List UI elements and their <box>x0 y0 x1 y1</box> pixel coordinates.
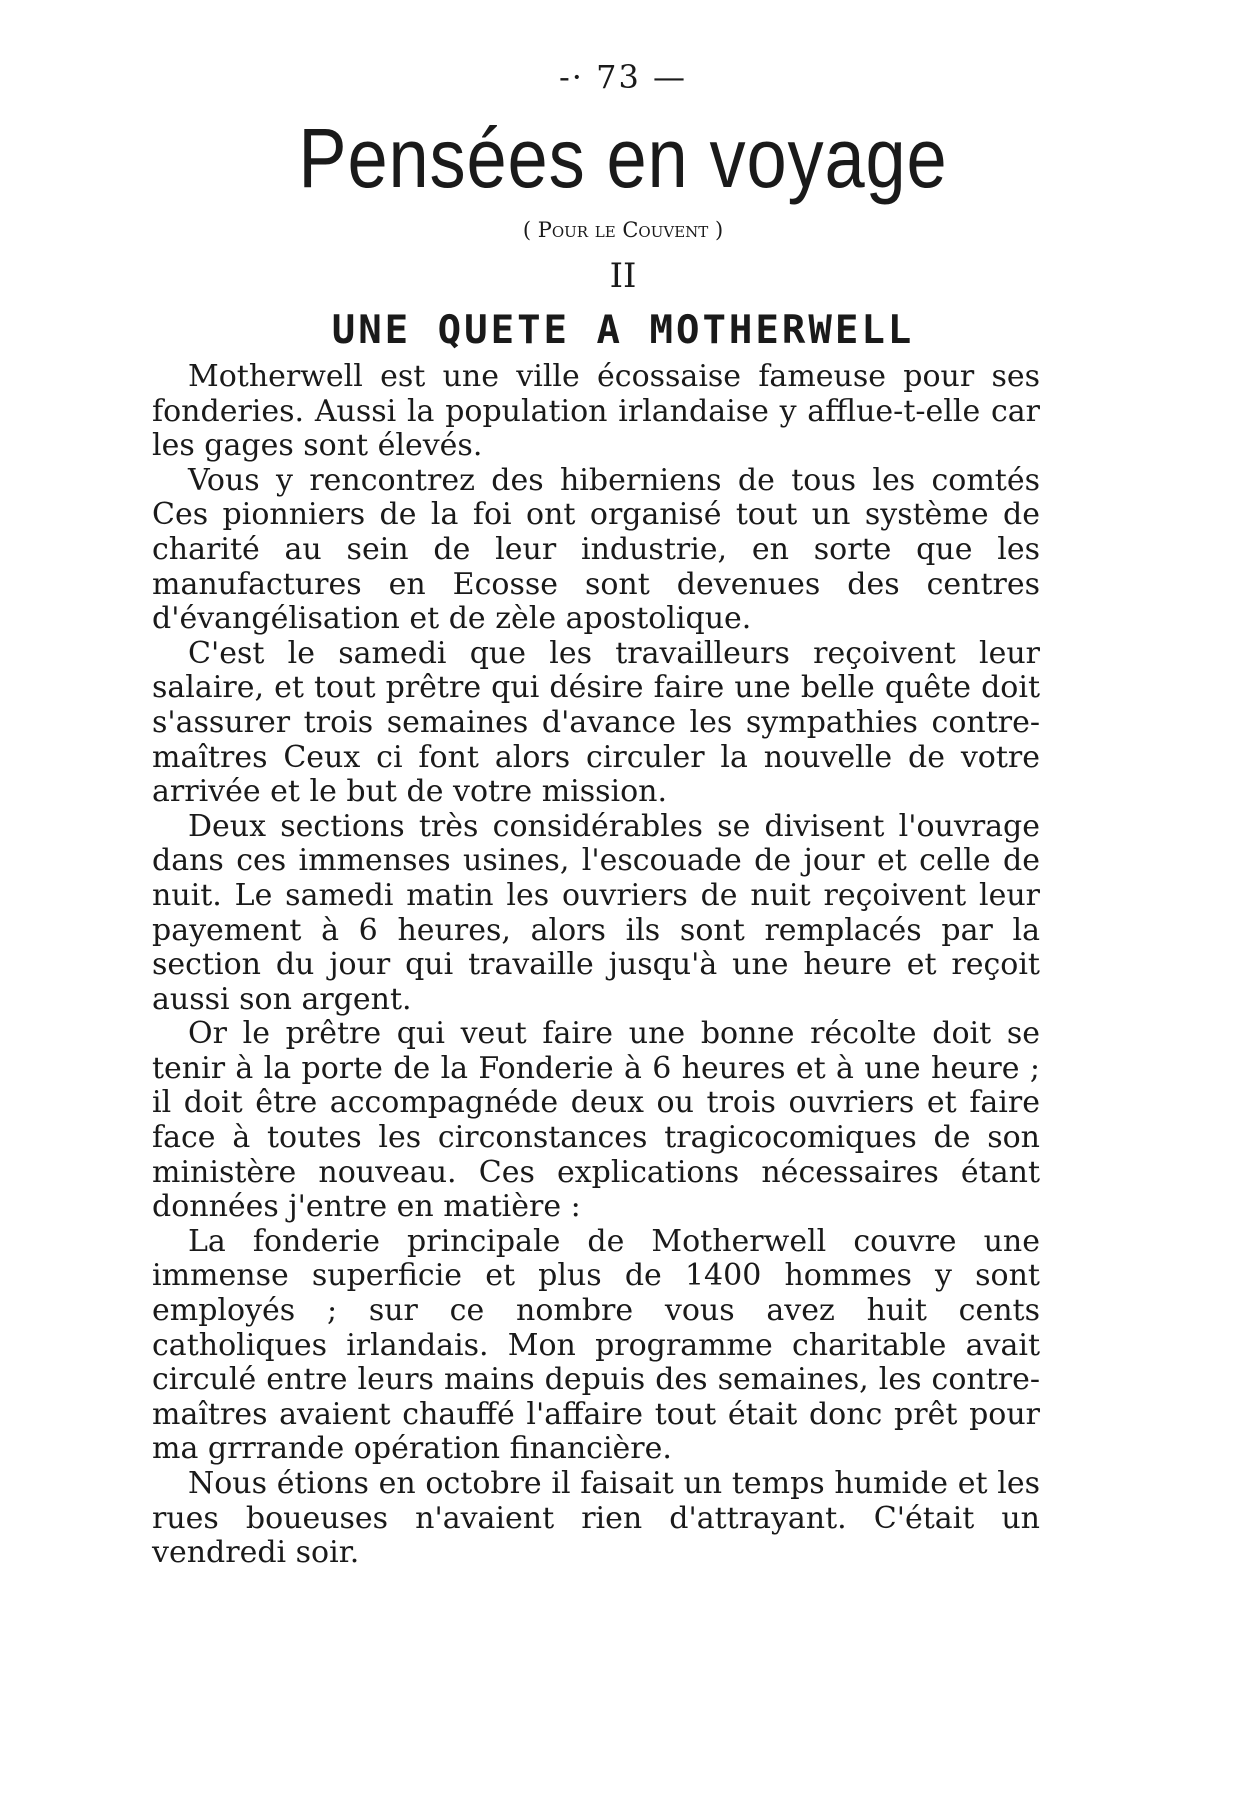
paragraph: La fonderie principale de Motherwell couvre une immense superficie et plus de 1400 hommes y sont employés ; sur ce nombre vous avez huit cents catholiques irlandais. Mon programme charitable avait circulé entre leurs mains depuis des semaines, les contre-maîtres avaient chauffé l'affaire tout était donc prêt pour ma grrrande opération financière. <box>152 1223 1040 1467</box>
page-number: -· 73 — <box>558 58 688 96</box>
paragraph: Motherwell est une ville écossaise fameuse pour ses fonderies. Aussi la population irlandaise y afflue-t-elle car les gages sont élevés. <box>152 359 1040 464</box>
subtitle: ( Pour le Couvent ) <box>522 218 724 242</box>
page-title: Pensées en voyage <box>298 111 948 205</box>
paragraph: C'est le samedi que les travailleurs reçoivent leur salaire, et tout prêtre qui désire faire une belle quête doit s'assurer trois semaines d'avance les sympathies contre-maîtres Ceux ci font alors circuler la nouvelle de votre arrivée et le but de votre mission. <box>152 635 1040 810</box>
part-number: II <box>609 256 637 296</box>
section-heading: UNE QUETE A MOTHERWELL <box>331 308 915 353</box>
paragraph: Vous y rencontrez des hiberniens de tous les comtés Ces pionniers de la foi ont organisé tout un système de charité au sein de leur industrie, en sorte que les manufactures en Ecosse sont devenues des centres d'évangélisation et de zèle apostolique. <box>152 462 1040 637</box>
paragraph: Or le prêtre qui veut faire une bonne récolte doit se tenir à la porte de la Fonderie à 6 heures et à une heure ; il doit être accompagnéde deux ou trois ouvriers et faire face à toutes les circonstances tragicocomiques de son ministère nouveau. Ces explications nécessaires étant données j'entre en matière : <box>152 1016 1040 1225</box>
body-text <box>152 360 1040 1571</box>
paragraph: Nous étions en octobre il faisait un temps humide et les rues boueuses n'avaient rien d'attrayant. C'était un vendredi soir. <box>152 1466 1040 1571</box>
paragraph: Deux sections très considérables se divisent l'ouvrage dans ces immenses usines, l'escouade de jour et celle de nuit. Le samedi matin les ouvriers de nuit reçoivent leur payement à 6 heures, alors ils sont remplacés par la section du jour qui travaille jusqu'à une heure et reçoit aussi son argent. <box>152 808 1040 1017</box>
